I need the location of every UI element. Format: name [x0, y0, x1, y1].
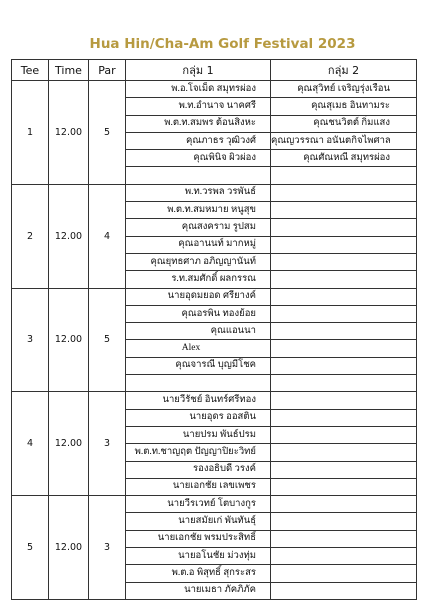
group-1-player: ร.ท.สมศักดิ์ ผลกรรณ [126, 271, 271, 288]
group-1-player: นายอโนชัย ม่วงทุ่ม [126, 548, 271, 565]
group-1-player: พ.ต.ท.ชาญฤต ปัญญาปิยะวิทย์ [126, 444, 271, 461]
group-2-player [271, 565, 417, 582]
group-1-player: นายวีรัชย์ อินทร์ศรีทอง [126, 392, 271, 409]
table-body [12, 81, 417, 600]
group-1-player: พ.ต.ท.สมหมาย หนูสุข [126, 202, 271, 219]
par-cell: 3 [89, 496, 126, 600]
group-2-player: คุณสุวิทย์ เจริญรุ่งเรือน [271, 81, 417, 98]
group-2-player [271, 409, 417, 426]
header-group-1: กลุ่ม 1 [126, 60, 271, 81]
group-2-player [271, 478, 417, 495]
group-2-player [271, 288, 417, 305]
group-2-player [271, 530, 417, 547]
group-1-player: นายอุดมยอด ศรียางค์ [126, 288, 271, 305]
group-2-player: คุณศัณหณี สมุทรผ่อง [271, 150, 417, 167]
group-1-player: คุณจารณี บุญมีโชค [126, 357, 271, 374]
group-1-player: คุณภาธร วุฒิวงศ์ [126, 132, 271, 149]
header-tee: Tee [12, 60, 49, 81]
group-2-player [271, 496, 417, 513]
group-2-player [271, 305, 417, 322]
group-1-player: นายเมธา ภัคภิภัค [126, 582, 271, 599]
group-1-player: คุณแอนนา [126, 323, 271, 340]
group-2-player [271, 323, 417, 340]
group-2-player [271, 426, 417, 443]
time-cell: 12.00 [49, 288, 89, 392]
tee-cell: 4 [12, 392, 49, 496]
group-1-player: นายอุดร ออสติน [126, 409, 271, 426]
group-1-player: รองอธิบดี วรงค์ [126, 461, 271, 478]
group-1-player: คุณพินิจ ผิวผ่อง [126, 150, 271, 167]
header-par: Par [89, 60, 126, 81]
group-2-player [271, 461, 417, 478]
group-1-player: พ.ต.อ พิสุทธิ์ สุกระสร [126, 565, 271, 582]
group-2-player [271, 271, 417, 288]
group-1-player: นายเอกชัย เลขเพชร [126, 478, 271, 495]
group-1-player: พ.ต.ท.สมพร ต้อนสิงหะ [126, 115, 271, 132]
group-1-player: พ.ท.อำนาจ นาคศรี [126, 98, 271, 115]
group-1-player: นายสมัยเก่ พันทันธุ์ [126, 513, 271, 530]
time-cell: 12.00 [49, 184, 89, 288]
par-cell: 4 [89, 184, 126, 288]
group-2-player [271, 219, 417, 236]
group-2-player [271, 236, 417, 253]
group-1-player: Alex [126, 340, 271, 357]
group-2-player: คุณชนวิตต์ กิ่มแสง [271, 115, 417, 132]
tee-schedule-table [11, 59, 417, 600]
group-1-player: นายเอกชัย พรมประสิทธิ์ [126, 530, 271, 547]
group-1-player: นายปรม พันธ์ปรม [126, 426, 271, 443]
tee-cell: 3 [12, 288, 49, 392]
table-row [12, 496, 417, 513]
group-2-player [271, 444, 417, 461]
group-1-player: คุณอรพิน ทองย้อย [126, 305, 271, 322]
par-cell: 5 [89, 81, 126, 185]
par-cell: 5 [89, 288, 126, 392]
group-2-player [271, 167, 417, 184]
group-2-player [271, 253, 417, 270]
group-1-player: นายวีรเวทย์ โตบางกูร [126, 496, 271, 513]
group-2-player [271, 184, 417, 201]
group-2-player: คุณญวรรณา อนันตกิจไพศาล [271, 132, 417, 149]
group-1-player: พ.อ.โจเม็ด สมุทรผ่อง [126, 81, 271, 98]
group-1-player: พ.ท.วรพล วรพันธ์ [126, 184, 271, 201]
group-1-player: คุณยุทธศาภ อภิญญานันท์ [126, 253, 271, 270]
tee-cell: 2 [12, 184, 49, 288]
group-1-player [126, 167, 271, 184]
par-cell: 3 [89, 392, 126, 496]
header-row [12, 60, 417, 81]
tee-cell: 5 [12, 496, 49, 600]
group-1-player: คุณสงคราม รูปสม [126, 219, 271, 236]
time-cell: 12.00 [49, 392, 89, 496]
group-2-player [271, 340, 417, 357]
tee-cell: 1 [12, 81, 49, 185]
table-row [12, 392, 417, 409]
group-2-player [271, 202, 417, 219]
time-cell: 12.00 [49, 496, 89, 600]
group-2-player [271, 357, 417, 374]
header-group-2: กลุ่ม 2 [271, 60, 417, 81]
group-2-player [271, 392, 417, 409]
table-row [12, 81, 417, 98]
document-title: Hua Hin/Cha-Am Golf Festival 2023 [89, 36, 356, 52]
table-header [12, 60, 417, 81]
group-2-player [271, 582, 417, 599]
group-2-player: คุณสุเมธ อินทามระ [271, 98, 417, 115]
table-row [12, 288, 417, 305]
group-2-player [271, 513, 417, 530]
group-1-player: คุณอานนท์ มากหมู่ [126, 236, 271, 253]
table-row [12, 184, 417, 201]
time-cell: 12.00 [49, 81, 89, 185]
group-2-player [271, 375, 417, 392]
group-2-player [271, 548, 417, 565]
group-1-player [126, 375, 271, 392]
header-time: Time [49, 60, 89, 81]
